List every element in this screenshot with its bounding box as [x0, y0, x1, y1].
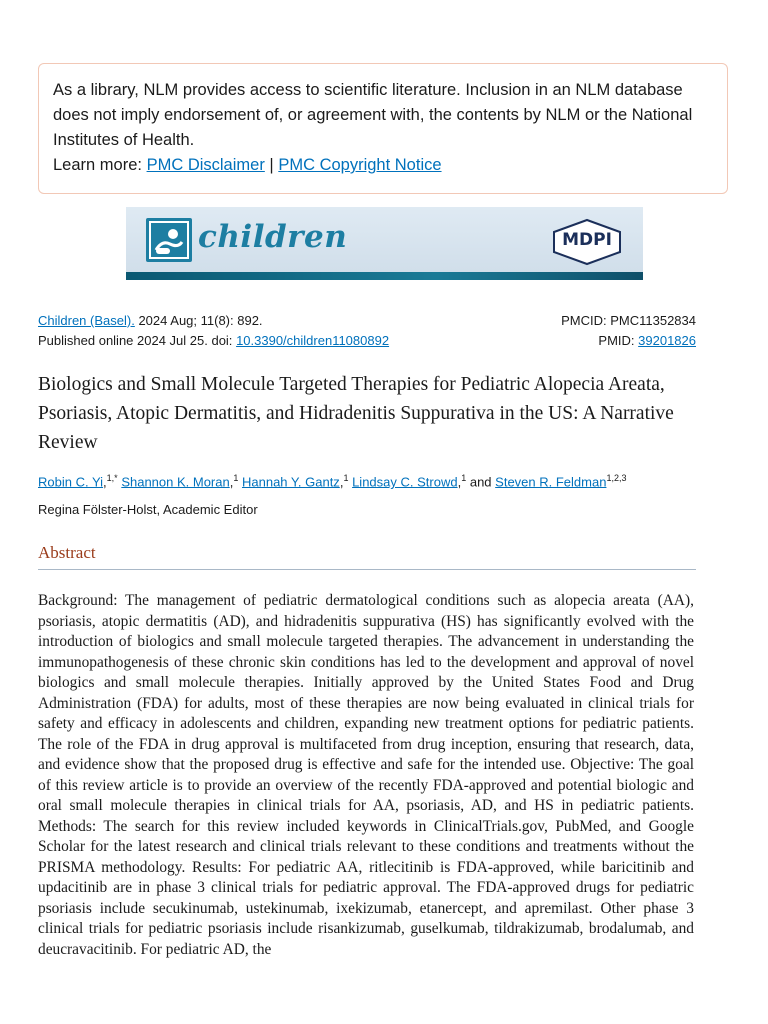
journal-issue: 2024 Aug; 11(8): 892.	[138, 313, 263, 328]
authors-and: and	[469, 474, 492, 490]
abstract-heading: Abstract	[38, 543, 696, 570]
learn-more-label: Learn more:	[53, 156, 142, 174]
pmid-label: PMID:	[598, 333, 635, 348]
author-affiliation: 1,*	[106, 473, 118, 483]
journal-banner	[126, 207, 643, 280]
author-affiliation: 1	[233, 473, 239, 483]
notice-text: As a library, NLM provides access to scientific literature. Inclusion in an NLM database does not imply endorsement of, or agreement with, the contents by NLM or the National Institutes of Health.	[53, 81, 693, 149]
author-link[interactable]: Steven R. Feldman	[495, 474, 607, 490]
pmc-copyright-link[interactable]: PMC Copyright Notice	[278, 156, 442, 174]
author-link[interactable]: Lindsay C. Strowd	[352, 474, 458, 490]
journal-name: children	[198, 219, 348, 255]
pmid-line	[561, 331, 696, 351]
citation-block	[38, 311, 696, 351]
pmc-disclaimer-link[interactable]: PMC Disclaimer	[146, 156, 265, 174]
academic-editor: Regina Fölster-Holst, Academic Editor	[38, 502, 258, 517]
author-link[interactable]: Hannah Y. Gantz	[241, 474, 340, 490]
pmid-link[interactable]: 39201826	[638, 333, 696, 348]
article-title: Biologics and Small Molecule Targeted Therapies for Pediatric Alopecia Areata, Psoriasis, Atopic Dermatitis, and Hidradenitis Suppurativa in the US: A Narrative Review	[38, 374, 674, 453]
publisher-name: MDPI	[562, 230, 612, 250]
author-list: Robin C. Yi,$^{1,*}$ Shannon K. Moran,$^1$ Hannah Y. Gantz,$^1$ Lindsay C. Strowd,$^1$ and Steven R. Feldman$^{1,2,3}$	[38, 473, 627, 490]
citation-ids	[561, 311, 696, 351]
published-online: Published online 2024 Jul 25. doi:	[38, 333, 233, 348]
author-affiliation: 1	[343, 473, 349, 483]
pmcid: PMCID: PMC11352834	[561, 313, 696, 328]
author-link[interactable]: Shannon K. Moran	[121, 474, 230, 490]
nlm-disclaimer-notice	[38, 63, 728, 194]
author-link[interactable]: Robin C. Yi	[38, 474, 104, 490]
banner-stripe	[126, 272, 643, 280]
link-separator: |	[269, 156, 274, 174]
author-affiliation: 1	[461, 473, 467, 483]
doi-link[interactable]: 10.3390/children11080892	[236, 333, 390, 348]
author-affiliation: 1,2,3	[606, 473, 627, 483]
abstract-body: Background: The management of pediatric dermatological conditions such as alopecia areata (AA), psoriasis, atopic dermatitis (AD), and hidradenitis suppurativa (HS) has significantly evolved with the introduction of biologics and small molecule targeted therapies. The advancement in understanding the immunopathogenesis of these chronic skin conditions has led to the development and approval of novel biologics and small molecule therapies. Initially approved by the United States Food and Drug Administration (FDA) for adults, most of these therapies are now being evaluated in clinical trials for safety and efficacy in adolescents and children, expanding new treatment options for pediatric patients. The role of the FDA in drug approval is multifaceted from drug inception, ensuring that research, data, and evidence show that the proposed drug is effective and safe for the intended use. Objective: The goal of this review article is to provide an overview of the recently FDA-approved and potential biologic and oral small molecule therapies in clinical trials for AA, psoriasis, AD, and HS in pediatric patients. Methods: The search for this review included keywords in ClinicalTrials.gov, PubMed, and Google Scholar for the latest research and clinical trials relevant to these conditions and treatments without the PRISMA methodology. Results: For pediatric AA, ritlecitinib is FDA-approved, while baricitinib and updacitinib are in phase 3 clinical trials for pediatric approval. The FDA-approved drugs for pediatric psoriasis include secukinumab, ustekinumab, ixekizumab, etanercept, and apremilast. Other phase 3 clinical trials for pediatric psoriasis include risankizumab, guselkumab, tildrakizumab, brodalumab, and deucravacitinib. For pediatric AD, the	[38, 592, 694, 958]
journal-logo-icon	[146, 218, 192, 262]
journal-link[interactable]: Children (Basel).	[38, 313, 135, 328]
